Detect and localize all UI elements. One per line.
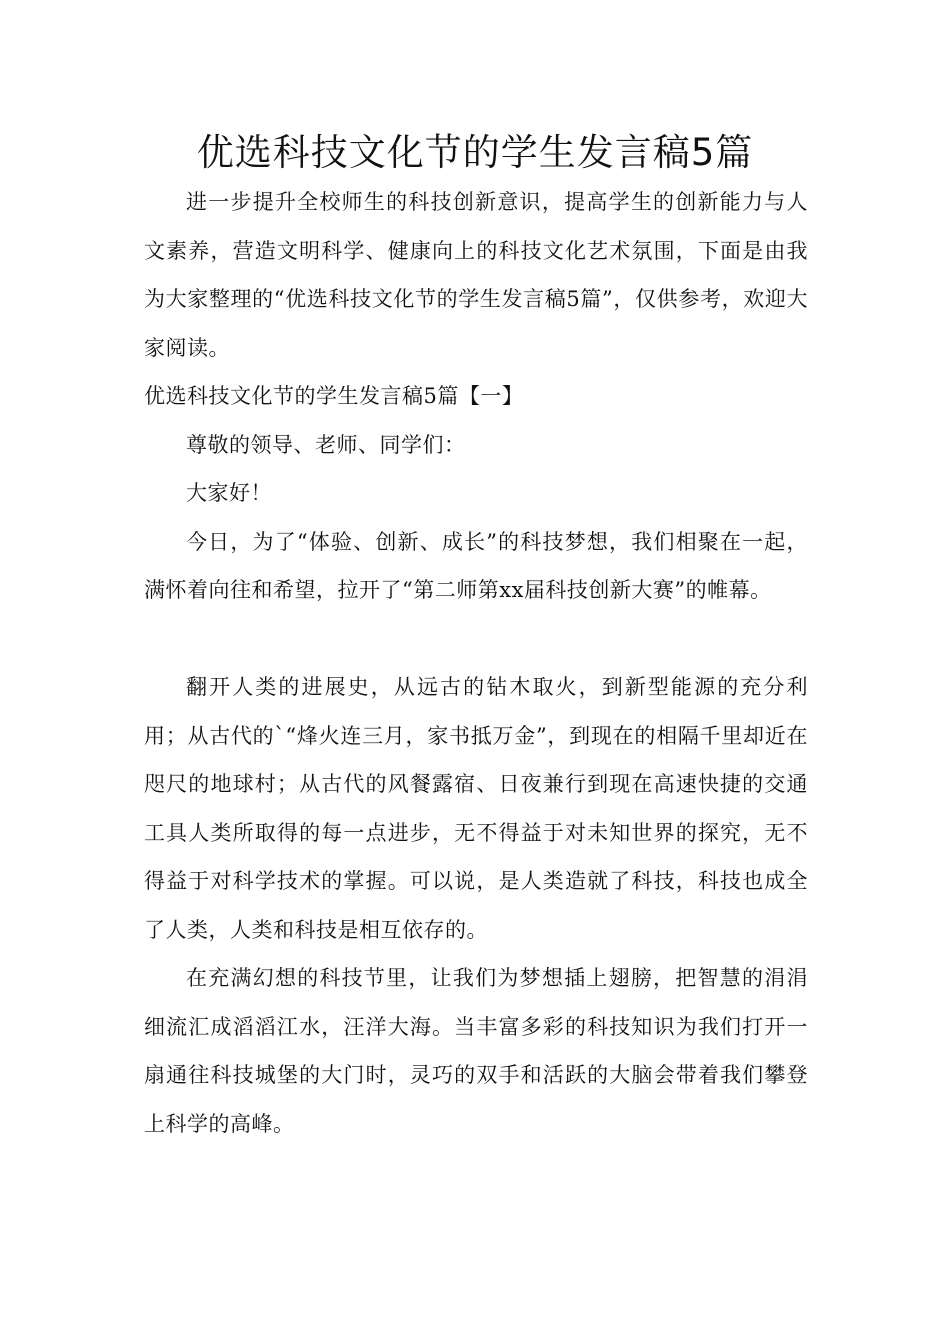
section-heading: 优选科技文化节的学生发言稿5篇【一】: [144, 384, 524, 408]
body-paragraph: 在充满幻想的科技节里，让我们为梦想插上翅膀，把智慧的涓涓细流汇成滔滔江水，汪洋大海。当丰富多彩的科技知识为我们打开一扇通往科技城堡的大门时，灵巧的双手和活跃的大脑会带着我们攀登上科学的高峰。: [144, 966, 808, 1136]
document-title: 优选科技文化节的学生发言稿5篇: [196, 131, 754, 174]
salutation: 尊敬的领导、老师、同学们：: [186, 432, 466, 457]
greeting: 大家好！: [186, 481, 272, 505]
paragraph-gap: [144, 615, 808, 664]
body-paragraph: 翻开人类的进展史，从远古的钻木取火，到新型能源的充分利用；从古代的`“烽火连三月，家书抵万金”，到现在的相隔千里却近在咫尺的地球村；从古代的风餐露宿、日夜兼行到现在高速快捷的交通工具人类所取得的每一点进步，无不得益于对未知世界的探究，无不得益于对科学技术的掌握。可以说，是人类造就了科技，科技也成全了人类，人类和科技是相互依存的。: [144, 675, 808, 942]
body-paragraph: 今日，为了“体验、创新、成长”的科技梦想，我们相聚在一起，满怀着向往和希望，拉开了“第二师第xx届科技创新大赛”的帷幕。: [144, 529, 808, 602]
document-body: [144, 178, 808, 1148]
intro-paragraph: 进一步提升全校师生的科技创新意识，提高学生的创新能力与人文素养，营造文明科学、健康向上的科技文化艺术氛围，下面是由我为大家整理的“优选科技文化节的学生发言稿5篇”，仅供参考，欢迎大家阅读。: [144, 190, 808, 360]
